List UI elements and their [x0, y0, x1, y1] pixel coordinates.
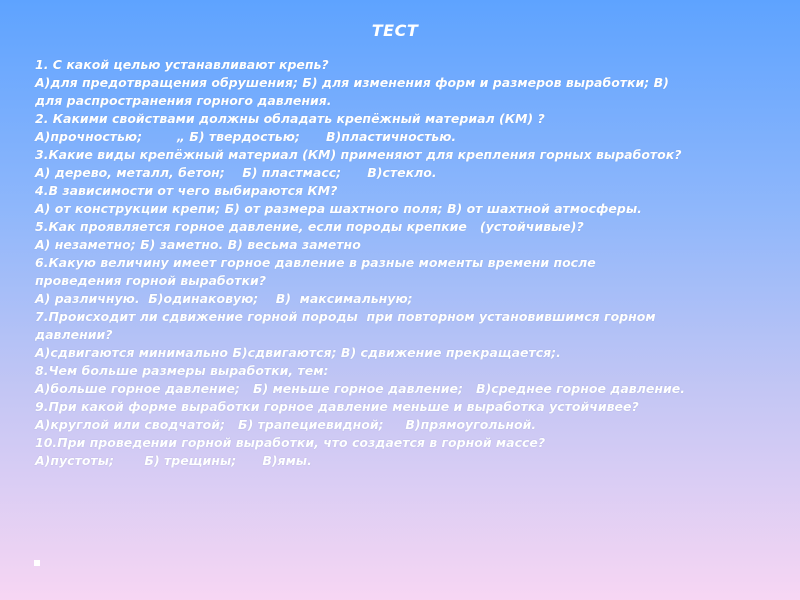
- text-line: 2. Какими свойствами должны обладать крепёжный материал (КМ) ?: [35, 111, 545, 126]
- text-line: А)для предотвращения обрушения; Б) для изменения форм и размеров выработки; В): [35, 75, 669, 90]
- text-line: А)сдвигаются минимально Б)сдвигаются; В) сдвижение прекращается;.: [35, 345, 561, 360]
- text-line: 6.Какую величину имеет горное давление в разные моменты времени после: [35, 255, 596, 270]
- text-line: А)круглой или сводчатой; Б) трапециевидной; В)прямоугольной.: [35, 417, 537, 432]
- text-line: А)пустоты; Б) трещины; В)ямы.: [35, 453, 312, 468]
- slide-title: ТЕСТ: [371, 21, 419, 40]
- text-line: проведения горной выработки?: [35, 273, 266, 288]
- text-line: 8.Чем больше размеры выработки, тем:: [35, 363, 329, 378]
- text-line: давлении?: [35, 327, 113, 342]
- text-line: А) от конструкции крепи; Б) от размера шахтного поля; В) от шахтной атмосферы.: [35, 201, 642, 216]
- text-line: А) различную. Б)одинаковую; В) максимальную;: [35, 291, 413, 306]
- text-line: А)больше горное давление; Б) меньше горное давление; В)среднее горное давление.: [35, 381, 685, 396]
- bullet-icon: [34, 560, 40, 566]
- text-line: А)прочностью; „ Б) твердостью; В)пластичностью.: [35, 129, 457, 144]
- text-line: 4.В зависимости от чего выбираются КМ?: [35, 183, 338, 198]
- text-line: 7.Происходит ли сдвижение горной породы при повторном установившимся горном: [35, 309, 656, 324]
- text-line: А) незаметно; Б) заметно. В) весьма заметно: [35, 237, 361, 252]
- text-line: 5.Как проявляется горное давление, если породы крепкие (устойчивые)?: [35, 219, 584, 234]
- text-line: 1. С какой целью устанавливают крепь?: [35, 57, 329, 72]
- text-line: для распространения горного давления.: [35, 93, 332, 108]
- text-line: 3.Какие виды крепёжный материал (КМ) применяют для крепления горных выработок?: [35, 147, 682, 162]
- text-line: 9.При какой форме выработки горное давление меньше и выработка устойчивее?: [35, 399, 639, 414]
- text-line: А) дерево, металл, бетон; Б) пластмасс; В)стекло.: [35, 165, 437, 180]
- text-line: 10.При проведении горной выработки, что создается в горной массе?: [35, 435, 546, 450]
- test-questions: [35, 56, 755, 470]
